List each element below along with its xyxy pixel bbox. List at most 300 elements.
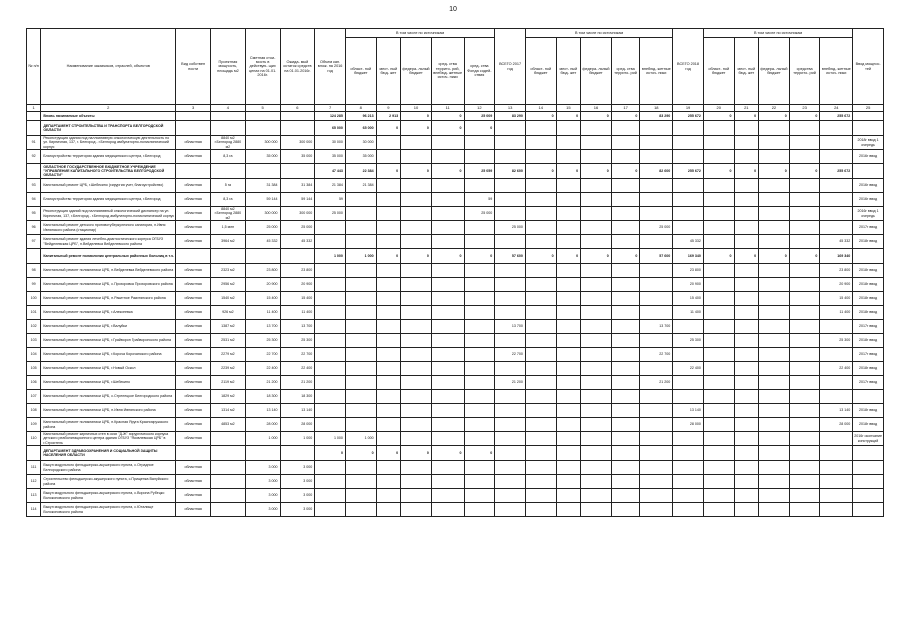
capacity-cell: 1,5 млн [211, 221, 246, 235]
amount-cell [581, 306, 612, 320]
amount-cell [464, 278, 495, 292]
amount-cell [556, 278, 581, 292]
amount-cell [640, 334, 673, 348]
amount-cell: 23 800 [820, 264, 853, 278]
ownership-cell: областная [176, 362, 211, 376]
amount-cell [431, 348, 464, 362]
amount-cell [820, 207, 853, 221]
amount-cell [495, 121, 526, 136]
amount-cell [556, 264, 581, 278]
amount-cell [345, 292, 376, 306]
column-number: 9 [376, 105, 401, 112]
section-row [27, 121, 884, 136]
amount-cell: 255 672 [673, 164, 704, 179]
capacity-cell: 1314 м2 [211, 404, 246, 418]
capacity-cell [211, 432, 246, 446]
amount-cell [401, 404, 432, 418]
amount-cell: 59 [464, 193, 495, 207]
table-body [27, 112, 884, 517]
amount-cell: 3 000 [280, 475, 315, 489]
amount-cell [611, 475, 640, 489]
amount-cell [759, 207, 790, 221]
amount-cell: 2 913 [376, 112, 401, 121]
amount-cell [315, 362, 346, 376]
amount-cell [703, 376, 734, 390]
amount-cell [401, 390, 432, 404]
amount-cell: 30 000 [315, 136, 346, 150]
amount-cell [464, 432, 495, 446]
amount-cell [401, 432, 432, 446]
amount-cell: 96 213 [345, 112, 376, 121]
amount-cell [464, 461, 495, 475]
amount-cell [673, 432, 704, 446]
amount-cell [245, 164, 280, 179]
commissioning-cell: 2018г ввод [853, 418, 884, 432]
amount-cell [431, 278, 464, 292]
amount-cell [820, 179, 853, 193]
amount-cell [401, 306, 432, 320]
column-number: 22 [759, 105, 790, 112]
amount-cell [581, 221, 612, 235]
amount-cell: 57 600 [640, 249, 673, 264]
amount-cell [581, 334, 612, 348]
amount-cell [820, 446, 853, 461]
amount-cell [581, 292, 612, 306]
amount-cell: 3 000 [280, 503, 315, 517]
amount-cell [401, 193, 432, 207]
amount-cell [703, 334, 734, 348]
amount-cell [611, 334, 640, 348]
amount-cell [464, 221, 495, 235]
amount-cell [640, 235, 673, 249]
amount-cell [734, 193, 759, 207]
amount-cell [431, 432, 464, 446]
amount-cell [556, 348, 581, 362]
amount-cell [525, 193, 556, 207]
col-header-9: мест- ный бюд- жет [376, 38, 401, 105]
amount-cell [376, 320, 401, 334]
ownership-cell: областная [176, 503, 211, 517]
ownership-cell: областная [176, 306, 211, 320]
amount-cell [431, 136, 464, 150]
amount-cell: 23 800 [280, 264, 315, 278]
table-row [27, 150, 884, 164]
amount-cell [525, 278, 556, 292]
amount-cell [820, 150, 853, 164]
amount-cell: 21 200 [495, 376, 526, 390]
amount-cell [581, 179, 612, 193]
amount-cell: 28 000 [673, 418, 704, 432]
amount-cell [525, 489, 556, 503]
amount-cell [759, 221, 790, 235]
row-number-cell [27, 112, 41, 121]
amount-cell: 25 000 [315, 207, 346, 221]
amount-cell: 20 900 [245, 278, 280, 292]
amount-cell [464, 418, 495, 432]
amount-cell [495, 306, 526, 320]
amount-cell [556, 320, 581, 334]
group-header-2018: В том числе по источникам [703, 29, 852, 38]
amount-cell [581, 207, 612, 221]
amount-cell: 300 000 [245, 136, 280, 150]
capacity-cell: 2279 м2 [211, 348, 246, 362]
col-header-6: Ожида- мый остаток средств на 01.01.2016г. [280, 29, 315, 105]
commissioning-cell [853, 475, 884, 489]
amount-cell [640, 446, 673, 461]
amount-cell [556, 461, 581, 475]
amount-cell [556, 446, 581, 461]
amount-cell: 25 300 [245, 334, 280, 348]
row-number-cell [27, 121, 41, 136]
amount-cell [789, 264, 820, 278]
amount-cell [431, 461, 464, 475]
amount-cell [525, 362, 556, 376]
amount-cell [464, 150, 495, 164]
amount-cell [556, 193, 581, 207]
amount-cell [525, 432, 556, 446]
amount-cell: 15 400 [820, 292, 853, 306]
amount-cell [820, 475, 853, 489]
amount-cell [315, 264, 346, 278]
col-header-20: област- ной бюджет [703, 38, 734, 105]
row-number-cell: 114 [27, 503, 41, 517]
amount-cell [376, 418, 401, 432]
amount-cell [820, 489, 853, 503]
row-number-cell: 100 [27, 292, 41, 306]
amount-cell [376, 334, 401, 348]
amount-cell [315, 348, 346, 362]
object-name-cell: Выкуп модульного фельдшерско-акушерского пункта, с.Ворона Рубецко Волоконовского района [41, 489, 176, 503]
amount-cell: 0 [431, 121, 464, 136]
amount-cell [431, 418, 464, 432]
amount-cell [495, 264, 526, 278]
amount-cell [464, 179, 495, 193]
amount-cell: 83 290 [640, 112, 673, 121]
amount-cell [789, 136, 820, 150]
amount-cell [789, 390, 820, 404]
amount-cell: 0 [611, 249, 640, 264]
amount-cell [376, 503, 401, 517]
amount-cell [611, 320, 640, 334]
amount-cell [820, 193, 853, 207]
amount-cell: 11 400 [245, 306, 280, 320]
amount-cell [556, 207, 581, 221]
column-number: 17 [611, 105, 640, 112]
amount-cell [245, 446, 280, 461]
amount-cell [820, 348, 853, 362]
amount-cell [525, 475, 556, 489]
amount-cell [789, 503, 820, 517]
amount-cell: 0 [789, 164, 820, 179]
amount-cell [345, 235, 376, 249]
amount-cell [734, 390, 759, 404]
amount-cell [581, 418, 612, 432]
amount-cell [431, 179, 464, 193]
group-header-2017: В том числе по источникам [525, 29, 672, 38]
amount-cell [464, 404, 495, 418]
amount-cell [525, 348, 556, 362]
amount-cell [345, 362, 376, 376]
commissioning-cell [853, 164, 884, 179]
amount-cell [431, 376, 464, 390]
investment-program-table [26, 28, 884, 517]
capacity-cell [211, 249, 246, 264]
amount-cell: 0 [611, 112, 640, 121]
amount-cell [525, 264, 556, 278]
amount-cell [673, 390, 704, 404]
amount-cell: 25 009 [464, 112, 495, 121]
amount-cell: 0 [464, 121, 495, 136]
row-number-cell: 98 [27, 264, 41, 278]
amount-cell [464, 475, 495, 489]
commissioning-cell: 2016г ввод [853, 179, 884, 193]
col-header-1: № п/п [27, 29, 41, 105]
page-number: 10 [449, 6, 457, 13]
amount-cell [640, 475, 673, 489]
amount-cell [703, 503, 734, 517]
total-row [27, 112, 884, 121]
amount-cell: 0 [401, 121, 432, 136]
ownership-cell [176, 121, 211, 136]
amount-cell [431, 193, 464, 207]
commissioning-cell: 2018г ввод [853, 235, 884, 249]
amount-cell [245, 112, 280, 121]
group-header-2016: В том числе по источникам [345, 29, 494, 38]
row-number-cell: 103 [27, 334, 41, 348]
amount-cell [789, 376, 820, 390]
column-number: 6 [280, 105, 315, 112]
amount-cell [315, 418, 346, 432]
object-name-cell: Вновь начинаемые объекты [41, 112, 176, 121]
amount-cell [431, 362, 464, 376]
amount-cell [611, 404, 640, 418]
amount-cell [703, 446, 734, 461]
amount-cell [581, 432, 612, 446]
amount-cell [345, 418, 376, 432]
amount-cell [431, 475, 464, 489]
amount-cell [673, 461, 704, 475]
table-row [27, 221, 884, 235]
amount-cell [789, 193, 820, 207]
amount-cell: 21 200 [640, 376, 673, 390]
commissioning-cell [853, 446, 884, 461]
amount-cell [703, 320, 734, 334]
amount-cell [376, 292, 401, 306]
amount-cell [734, 292, 759, 306]
amount-cell [464, 348, 495, 362]
amount-cell [789, 446, 820, 461]
amount-cell [703, 306, 734, 320]
object-name-cell: ОБЛАСТНОЕ ГОСУДАРСТВЕННОЕ БЮДЖЕТНОЕ УЧРЕЖДЕНИЕ "УПРАВЛЕНИЕ КАПИТАЛЬНОГО СТРОИТЕЛЬСТВА БЕЛГОРОДСКОЙ ОБЛАСТИ" [41, 164, 176, 179]
amount-cell: 30 000 [345, 136, 376, 150]
amount-cell [789, 461, 820, 475]
amount-cell: 21 384 [345, 179, 376, 193]
amount-cell [673, 207, 704, 221]
object-name-cell: Капитальный ремонт поликлиники ЦРБ, г.Новый Оскол [41, 362, 176, 376]
capacity-cell: 8840 м2 г.Белгород 2880 м2 [211, 136, 246, 150]
capacity-cell: 8,3 га [211, 150, 246, 164]
amount-cell [431, 207, 464, 221]
amount-cell [431, 320, 464, 334]
amount-cell [495, 193, 526, 207]
amount-cell [759, 235, 790, 249]
amount-cell [315, 278, 346, 292]
amount-cell: 0 [556, 249, 581, 264]
amount-cell [673, 348, 704, 362]
amount-cell [759, 362, 790, 376]
amount-cell [401, 150, 432, 164]
object-name-cell: Капитальный ремонт ЦРБ, г.Шебекино (хирургия учет, благоустройство) [41, 179, 176, 193]
amount-cell [525, 404, 556, 418]
amount-cell [376, 207, 401, 221]
amount-cell [245, 249, 280, 264]
amount-cell [759, 376, 790, 390]
col-header-18: внебюд- жетные источ- ники [640, 38, 673, 105]
amount-cell: 0 [376, 446, 401, 461]
object-name-cell: Капитальный ремонт поликлиники ЦРБ, г.Короча Корочанского района [41, 348, 176, 362]
amount-cell [464, 503, 495, 517]
amount-cell [703, 348, 734, 362]
ownership-cell: областная [176, 235, 211, 249]
column-number: 2 [41, 105, 176, 112]
amount-cell [495, 489, 526, 503]
amount-cell [401, 207, 432, 221]
table-header [27, 29, 884, 112]
row-number-cell: 105 [27, 362, 41, 376]
amount-cell [640, 278, 673, 292]
col-header-15: мест- ный бюд- жет [556, 38, 581, 105]
amount-cell [673, 179, 704, 193]
amount-cell [640, 207, 673, 221]
column-number: 21 [734, 105, 759, 112]
object-name-cell: Капитальный ремонт кирпичных стен в осях "Д-Ж" хирургического корпуса детского реабилитационного центра здания ОГБУЗ "Яковлевская ЦРБ" в г.Строитель [41, 432, 176, 446]
amount-cell [703, 264, 734, 278]
amount-cell [673, 446, 704, 461]
amount-cell [734, 362, 759, 376]
commissioning-cell: 2018г ввод [853, 278, 884, 292]
capacity-cell: 5 га [211, 179, 246, 193]
amount-cell: 0 [611, 164, 640, 179]
amount-cell [611, 362, 640, 376]
amount-cell [640, 418, 673, 432]
row-number-cell: 107 [27, 390, 41, 404]
commissioning-cell [853, 249, 884, 264]
amount-cell [376, 235, 401, 249]
amount-cell [581, 235, 612, 249]
amount-cell [640, 179, 673, 193]
amount-cell [495, 179, 526, 193]
column-number: 15 [556, 105, 581, 112]
col-header-16: федера- льный бюджет [581, 38, 612, 105]
amount-cell [556, 150, 581, 164]
amount-cell [495, 278, 526, 292]
amount-cell: 0 [431, 249, 464, 264]
amount-cell: 35 000 [315, 150, 346, 164]
ownership-cell: областная [176, 320, 211, 334]
amount-cell [525, 446, 556, 461]
column-number: 13 [495, 105, 526, 112]
amount-cell [581, 278, 612, 292]
row-number-cell: 94 [27, 193, 41, 207]
amount-cell: 0 [525, 249, 556, 264]
amount-cell [734, 461, 759, 475]
col-header-3: Вид собствен ности [176, 29, 211, 105]
col-header-24: внебюд- жетные источ- ники [820, 38, 853, 105]
amount-cell [464, 390, 495, 404]
amount-cell [759, 503, 790, 517]
col-header-10: федера- льный бюджет [401, 38, 432, 105]
commissioning-cell: 2016г ввод [853, 193, 884, 207]
amount-cell [734, 475, 759, 489]
amount-cell [734, 376, 759, 390]
amount-cell [703, 278, 734, 292]
column-number: 23 [789, 105, 820, 112]
object-name-cell: Выкуп модульного фельдшерско-акушерского пункта, с.Отрадное Белгородского района [41, 461, 176, 475]
commissioning-cell [853, 461, 884, 475]
amount-cell [401, 461, 432, 475]
amount-cell [673, 193, 704, 207]
amount-cell [376, 404, 401, 418]
amount-cell: 65 000 [345, 121, 376, 136]
commissioning-cell [853, 112, 884, 121]
amount-cell [703, 362, 734, 376]
amount-cell [556, 121, 581, 136]
amount-cell [703, 475, 734, 489]
amount-cell [431, 404, 464, 418]
amount-cell [640, 193, 673, 207]
amount-cell [820, 376, 853, 390]
amount-cell [556, 235, 581, 249]
amount-cell [495, 334, 526, 348]
amount-cell: 25 300 [820, 334, 853, 348]
amount-cell [431, 150, 464, 164]
amount-cell: 13 700 [640, 320, 673, 334]
col-header-21: мест- ный бюд- жет [734, 38, 759, 105]
amount-cell [789, 235, 820, 249]
ownership-cell: областная [176, 193, 211, 207]
amount-cell: 13 140 [245, 404, 280, 418]
amount-cell [673, 150, 704, 164]
amount-cell [525, 334, 556, 348]
amount-cell [734, 348, 759, 362]
amount-cell [789, 306, 820, 320]
amount-cell [401, 235, 432, 249]
amount-cell [581, 362, 612, 376]
object-name-cell: Капитальный ремонт поликлиники ЦРБ, с.Прохоровка Прохоровского района [41, 278, 176, 292]
amount-cell [640, 306, 673, 320]
amount-cell [789, 278, 820, 292]
amount-cell: 22 384 [345, 164, 376, 179]
capacity-cell [211, 475, 246, 489]
amount-cell [611, 503, 640, 517]
col-header-5: Сметная стои- мость в действую- щих ценах на 01.01. 2016г. [245, 29, 280, 105]
capacity-cell: 4853 м2 [211, 418, 246, 432]
amount-cell: 83 290 [495, 112, 526, 121]
amount-cell: 3 000 [245, 489, 280, 503]
amount-cell [525, 235, 556, 249]
amount-cell [611, 292, 640, 306]
amount-cell [495, 207, 526, 221]
amount-cell [401, 221, 432, 235]
amount-cell [376, 461, 401, 475]
ownership-cell: областная [176, 475, 211, 489]
amount-cell: 0 [759, 249, 790, 264]
amount-cell [673, 489, 704, 503]
amount-cell: 45 332 [280, 235, 315, 249]
amount-cell [401, 320, 432, 334]
table-row [27, 320, 884, 334]
amount-cell: 0 [525, 112, 556, 121]
